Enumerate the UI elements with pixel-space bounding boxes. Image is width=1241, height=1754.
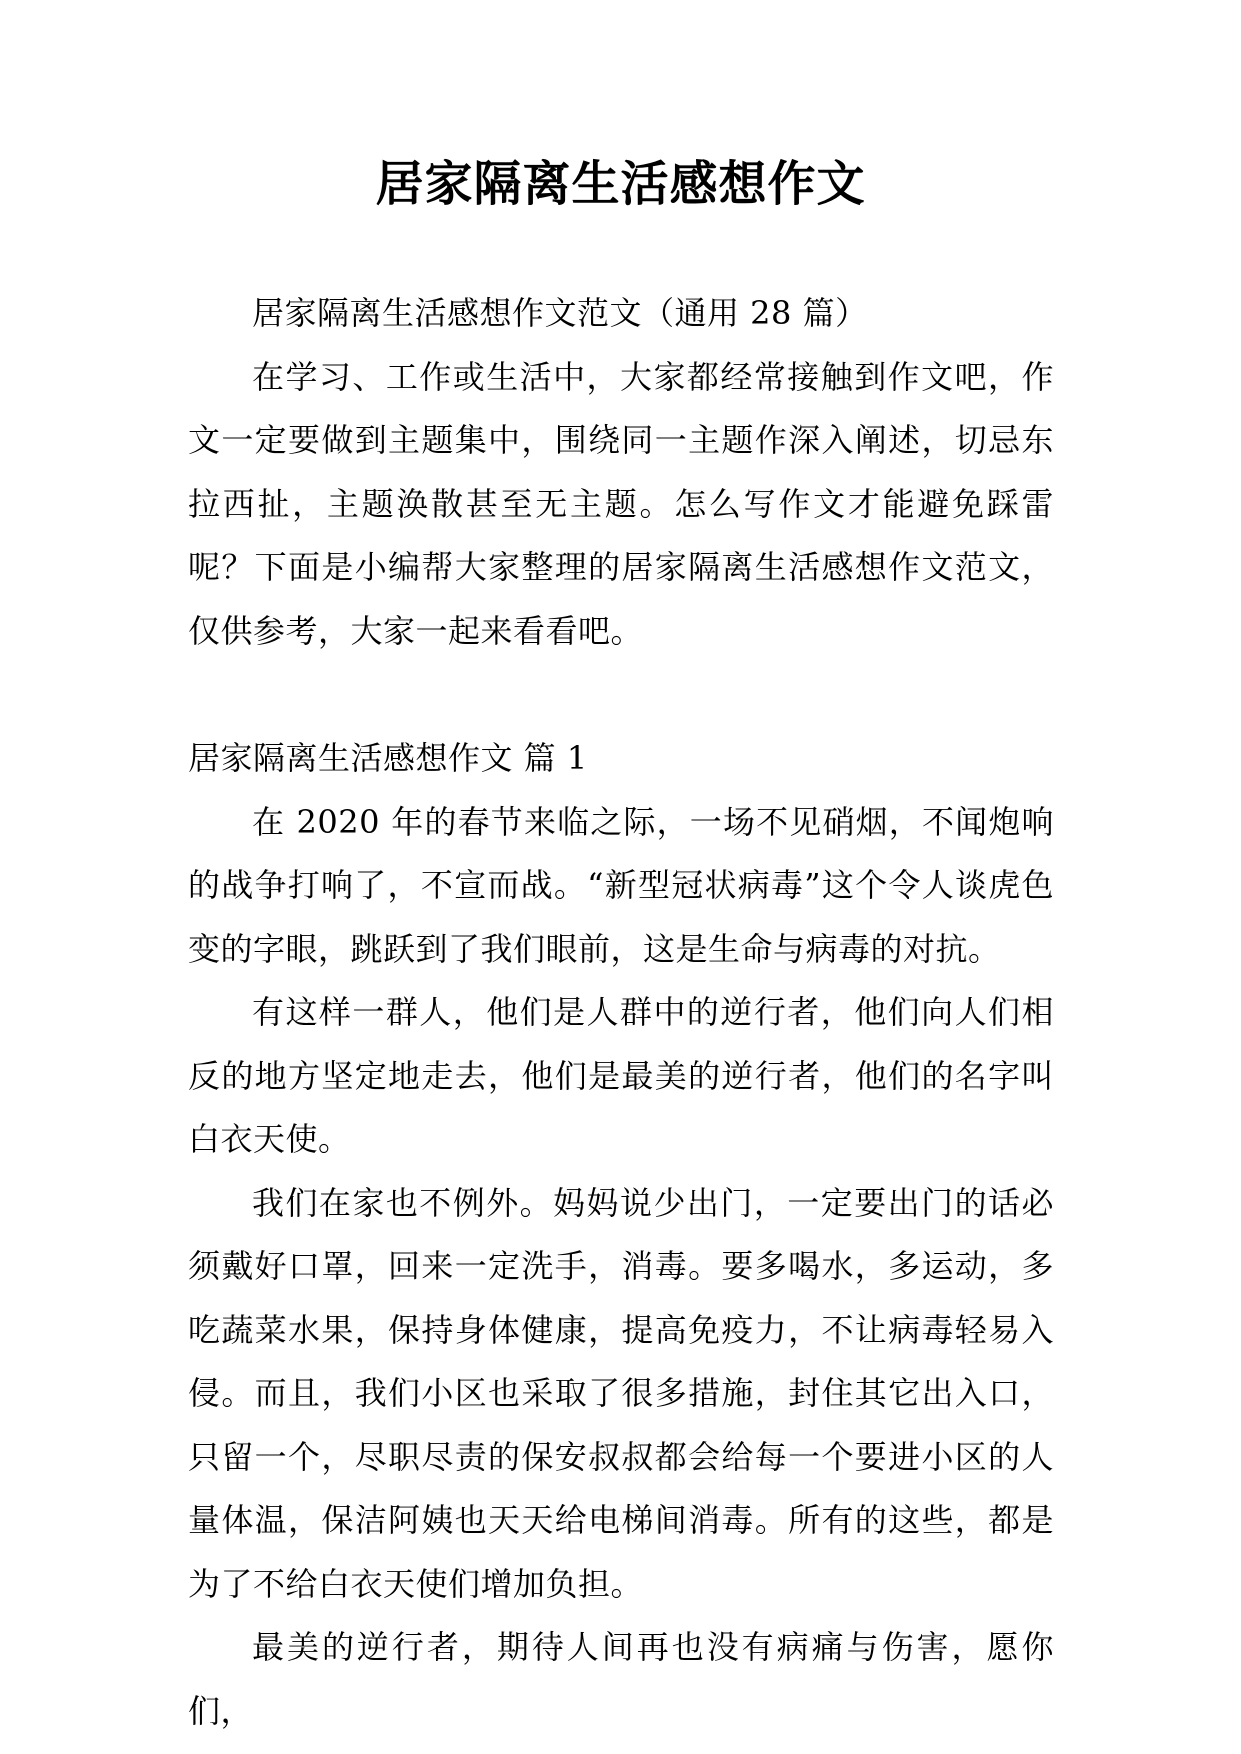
document-subtitle: 居家隔离生活感想作文范文（通用 28 篇） — [252, 294, 868, 332]
document-body — [188, 282, 1054, 1743]
document-title: 居家隔离生活感想作文 — [375, 156, 866, 212]
intro-paragraph: 在学习、工作或生活中，大家都经常接触到作文吧，作文一定要做到主题集中，围绕同一主题作深入阐述，切忌东拉西扯，主题涣散甚至无主题。怎么写作文才能避免踩雷呢？下面是小编帮大家整理的居家隔离生活感想作文范文，仅供参考，大家一起来看看吧。 — [188, 357, 1054, 650]
body-paragraph: 在 2020 年的春节来临之际，一场不见硝烟，不闻炮响的战争打响了，不宣而战。“新型冠状病毒”这个令人谈虎色变的字眼，跳跃到了我们眼前，这是生命与病毒的对抗。 — [188, 802, 1054, 968]
section-heading: 居家隔离生活感想作文 篇 1 — [188, 739, 588, 777]
body-paragraph: 我们在家也不例外。妈妈说少出门，一定要出门的话必须戴好口罩，回来一定洗手，消毒。要多喝水，多运动，多吃蔬菜水果，保持身体健康，提高免疫力，不让病毒轻易入侵。而且，我们小区也采取了很多措施，封住其它出入口，只留一个，尽职尽责的保安叔叔都会给每一个要进小区的人量体温，保洁阿姨也天天给电梯间消毒。所有的这些，都是为了不给白衣天使们增加负担。 — [188, 1183, 1054, 1603]
body-paragraph: 有这样一群人，他们是人群中的逆行者，他们向人们相反的地方坚定地走去，他们是最美的逆行者，他们的名字叫白衣天使。 — [188, 993, 1054, 1158]
body-paragraph: 最美的逆行者，期待人间再也没有病痛与伤害，愿你们， — [188, 1628, 1054, 1730]
